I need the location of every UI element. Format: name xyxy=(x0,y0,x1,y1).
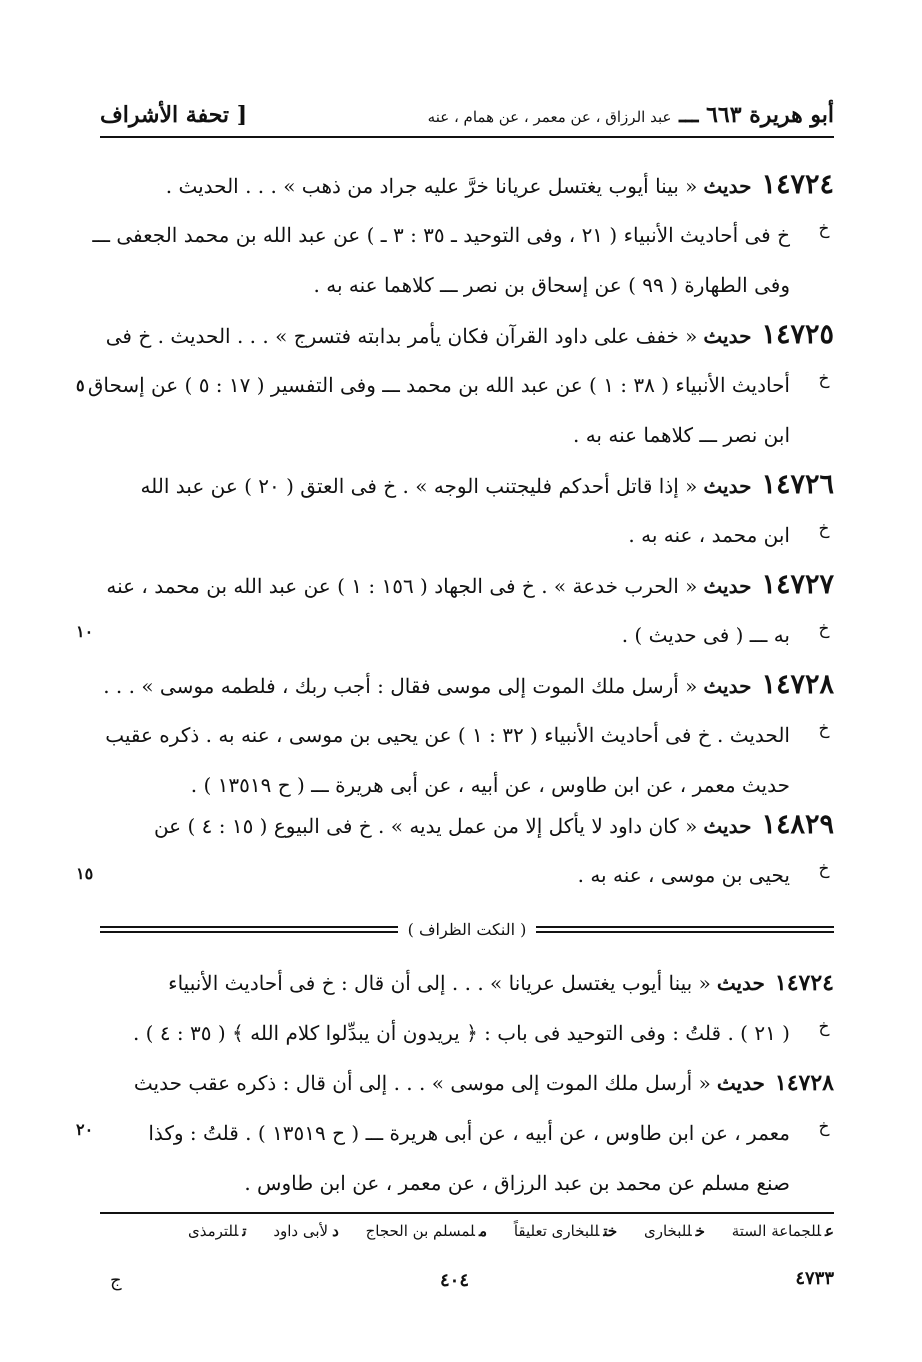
entry-line xyxy=(100,660,834,710)
bukhari-marker: خ xyxy=(818,619,830,639)
abbrev-item: ملمسلم بن الحجاج xyxy=(365,1222,488,1240)
nukat-divider xyxy=(100,912,834,946)
footer-code: ٤٧٣٣ xyxy=(795,1268,834,1289)
entry-text: « إذا قاتل أحدكم فليجتنب الوجه » . خ فى العتق ( ٢٠ ) عن عبد الله xyxy=(140,474,698,498)
abbrev-item: تللترمذى xyxy=(187,1222,247,1240)
nukat-entry xyxy=(100,958,834,1058)
bukhari-marker: خ xyxy=(818,859,830,879)
entry-line: الحديث . خ فى أحاديث الأنبياء ( ٣٢ : ١ ) عن يحيى بن موسى ، عنه به . ذكره عقيب xyxy=(105,723,790,747)
entry-text: « خفف على داود القرآن فكان يأمر بدابته فتسرج » . . . الحديث . خ فى xyxy=(105,324,698,348)
abbreviation-key xyxy=(100,1222,834,1240)
entry-text: « بينا أيوب يغتسل عريانا » . . . إلى أن قال : خ فى أحاديث الأنبياء xyxy=(168,971,711,995)
hadith-number: ١٤٧٢٦ xyxy=(761,469,834,500)
entry-line xyxy=(100,560,834,610)
bukhari-marker: خ xyxy=(818,219,830,239)
entry-line: أحاديث الأنبياء ( ٣٨ : ١ ) عن عبد الله بن محمد ـــ وفى التفسير ( ١٧ : ٥ ) عن إسحاق xyxy=(87,373,790,397)
entry-line xyxy=(100,310,834,360)
entry-line xyxy=(100,800,834,850)
header-rule xyxy=(100,136,834,138)
hadith-number: ١٤٧٢٧ xyxy=(761,569,834,600)
abbrev-item: دلأبى داود xyxy=(273,1222,339,1240)
signature-mark: ج xyxy=(110,1270,122,1291)
hadith-number: ١٤٧٢٨ xyxy=(774,1070,834,1096)
hadith-keyword: حديث xyxy=(703,814,752,838)
entry-line: يحيى بن موسى ، عنه به . xyxy=(577,863,790,887)
entry-text: « الحرب خدعة » . خ فى الجهاد ( ١٥٦ : ١ ) عن عبد الله بن محمد ، عنه xyxy=(106,574,698,598)
header-chain xyxy=(428,102,834,128)
hadith-keyword: حديث xyxy=(703,324,752,348)
entry-text: « كان داود لا يأكل إلا من عمل يديه » . خ فى البيوع ( ١٥ : ٤ ) عن xyxy=(153,814,698,838)
divider-rule xyxy=(536,926,834,933)
hadith-keyword: حديث xyxy=(716,1071,765,1095)
bukhari-marker: خ xyxy=(818,519,830,539)
entry-line: ابن نصر ـــ كلاهما عنه به . xyxy=(572,423,790,447)
abbrev-item: ختللبخارى تعليقاً xyxy=(513,1222,618,1240)
hadith-keyword: حديث xyxy=(703,474,752,498)
hadith-keyword: حديث xyxy=(703,574,752,598)
hadith-number: ١٤٧٢٨ xyxy=(761,669,834,700)
entry-text: « أرسل ملك الموت إلى موسى فقال : أجب ربك ، فلطمه موسى » . . . xyxy=(103,674,698,698)
abbrev-item: خللبخارى xyxy=(643,1222,705,1240)
entry-line: ابن محمد ، عنه به . xyxy=(628,523,790,547)
entry-line: صنع مسلم عن محمد بن عبد الرزاق ، عن معمر ، عن ابن طاوس . xyxy=(244,1171,790,1195)
page-number: ٤٠٤ xyxy=(440,1270,470,1291)
hadith-entry xyxy=(100,460,834,560)
entry-line: معمر ، عن ابن طاوس ، عن أبيه ، عن أبى هريرة ـــ ( ح ١٣٥١٩ ) . قلتُ : وكذا xyxy=(148,1121,790,1145)
entry-line xyxy=(100,460,834,510)
header-isnad: عبد الرزاق ، عن معمر ، عن همام ، عنه xyxy=(427,108,672,126)
entry-line xyxy=(100,1058,834,1108)
entry-line xyxy=(100,958,834,1008)
hadith-entry xyxy=(100,560,834,660)
hadith-number: ١٤٧٢٤ xyxy=(761,169,834,200)
bukhari-marker: خ xyxy=(818,719,830,739)
bukhari-marker: خ xyxy=(818,369,830,389)
line-counter: ١٠ xyxy=(76,622,94,641)
line-counter: ١٥ xyxy=(76,864,94,883)
hadith-keyword: حديث xyxy=(703,174,752,198)
divider-rule xyxy=(100,926,398,933)
hadith-number: ١٤٧٢٥ xyxy=(761,319,834,350)
bukhari-marker: خ xyxy=(818,1117,830,1137)
entry-line: به ـــ ( فى حديث ) . xyxy=(621,623,790,647)
footer-rule xyxy=(100,1212,834,1214)
line-counter: ٥ xyxy=(76,376,85,395)
header-book-title: [ تحفة الأشراف xyxy=(100,102,248,128)
hadith-entry xyxy=(100,660,834,810)
line-counter: ٢٠ xyxy=(76,1120,94,1139)
header-narrator: أبو هريرة ٦٦٣ ـــ xyxy=(679,102,834,128)
hadith-number: ١٤٧٢٤ xyxy=(774,970,834,996)
hadith-entry xyxy=(100,800,834,900)
nukat-entry xyxy=(100,1058,834,1208)
hadith-entry xyxy=(87,310,834,460)
entry-line: خ فى أحاديث الأنبياء ( ٢١ ، وفى التوحيد ـ ٣٥ : ٣ ـ ) عن عبد الله بن محمد الجعفى ـــ xyxy=(92,223,790,247)
entry-text: « بينا أيوب يغتسل عريانا خرَّ عليه جراد من ذهب » . . . الحديث . xyxy=(165,174,698,198)
hadith-keyword: حديث xyxy=(703,674,752,698)
hadith-entry xyxy=(92,160,834,310)
entry-line: ( ٢١ ) . قلتُ : وفى التوحيد فى باب : ﴿ يريدون أن يبدِّلوا كلام الله ﴾ ( ٣٥ : ٤ ) . xyxy=(132,1021,790,1045)
bukhari-marker: خ xyxy=(818,1017,830,1037)
entry-line: حديث معمر ، عن ابن طاوس ، عن أبيه ، عن أبى هريرة ـــ ( ح ١٣٥١٩ ) . xyxy=(190,773,790,797)
nukat-heading: ( النكت الظراف ) xyxy=(407,919,527,939)
running-header xyxy=(100,86,834,128)
entry-line: وفى الطهارة ( ٩٩ ) عن إسحاق بن نصر ـــ كلاهما عنه به . xyxy=(313,273,790,297)
hadith-keyword: حديث xyxy=(716,971,765,995)
hadith-number: ١٤٨٢٩ xyxy=(761,809,834,840)
entry-line xyxy=(100,160,834,210)
entry-text: « أرسل ملك الموت إلى موسى » . . . إلى أن قال : ذكره عقب حديث xyxy=(133,1071,711,1095)
abbrev-item: عللجماعة الستة xyxy=(731,1222,834,1240)
